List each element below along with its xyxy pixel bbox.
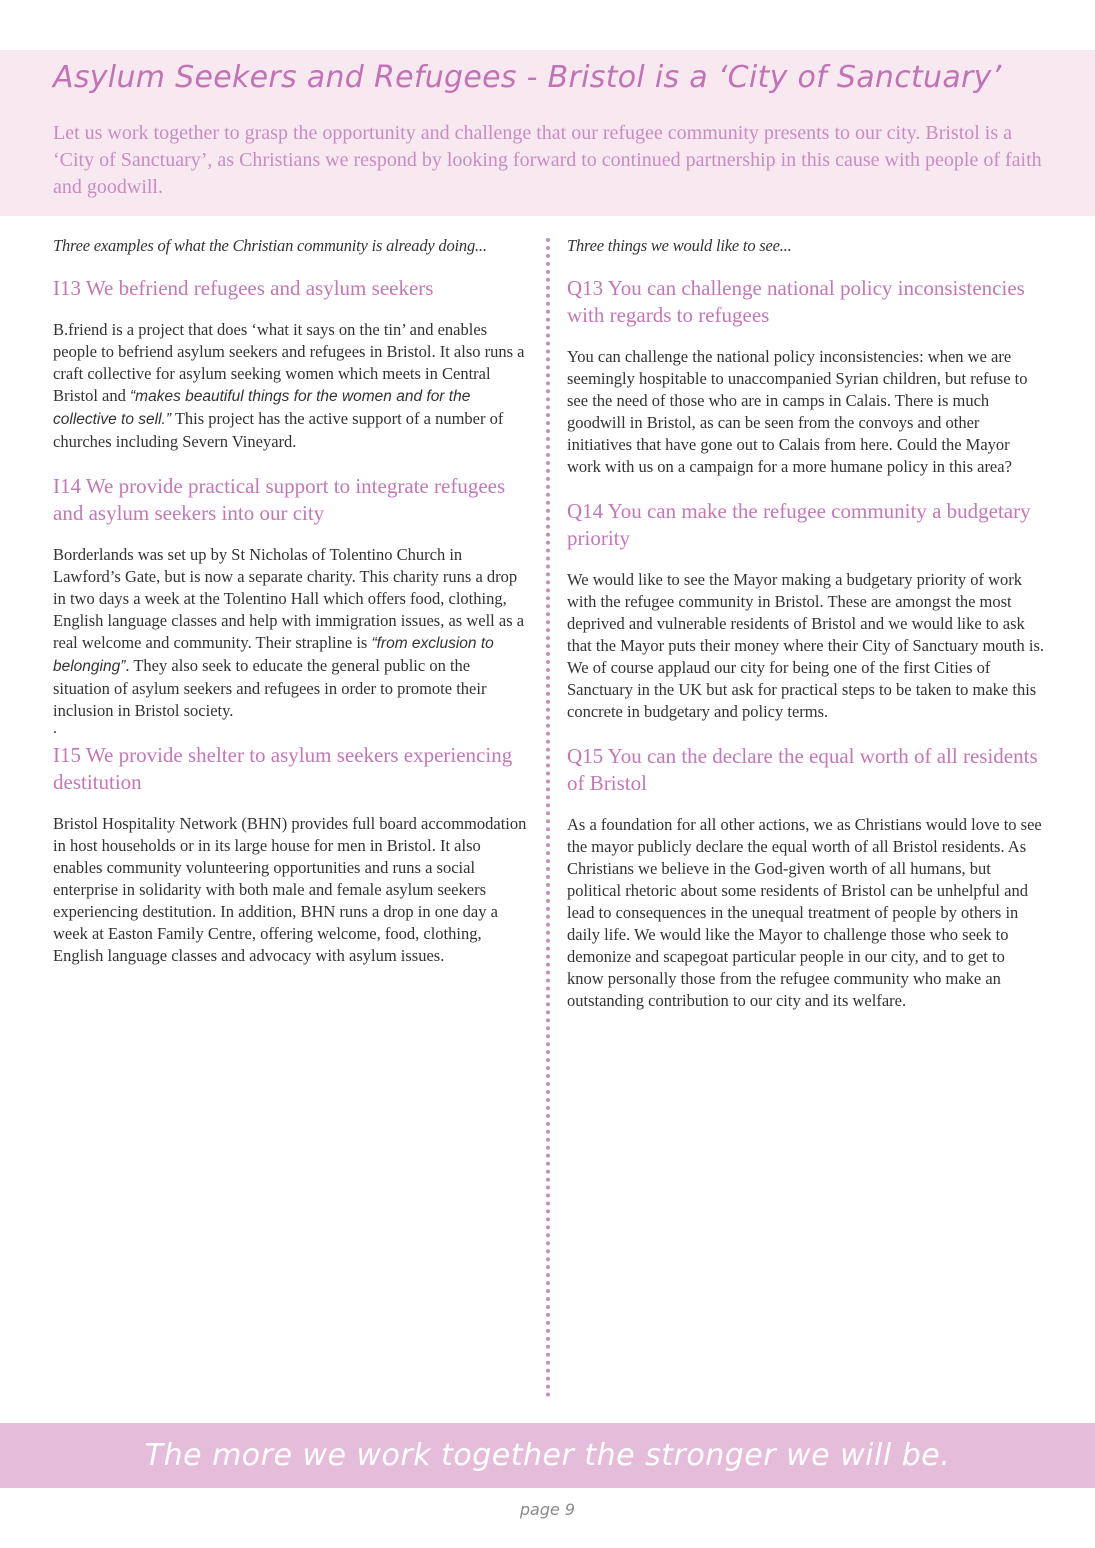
quote-text: “makes beautiful things for the women and for the collective to sell.”	[53, 388, 471, 428]
body-text: Borderlands was set up by St Nicholas of Tolentino Church in Lawford’s Gate, but is now a separate charity. This charity runs a drop in two days a week at the Tolentino Hall which offers food, clothing, English language classes and help with immigration issues, as well as a real welcome and community. Their strapline is	[53, 545, 525, 652]
item-body-i14	[53, 544, 531, 722]
footer-band	[0, 1423, 1095, 1488]
right-column-intro: Three things we would like to see...	[567, 236, 792, 255]
body-text: This project has the active support of a number of churches including Severn Vineyard.	[53, 409, 504, 451]
column-divider	[546, 238, 550, 1398]
item-heading-i13: I13 We befriend refugees and asylum seekers	[53, 276, 434, 300]
item-heading-i15: I15 We provide shelter to asylum seekers experiencing destitution	[53, 743, 513, 794]
footer-slogan: The more we work together the stronger we will be.	[144, 1438, 951, 1473]
item-heading-i14: I14 We provide practical support to integrate refugees and asylum seekers into our city	[53, 474, 506, 525]
page-number: page 9	[519, 1500, 576, 1519]
item-body-q13: You can challenge the national policy inconsistencies: when we are seemingly hospitable to unaccompanied Syrian children, but refuse to see the need of those who are in camps in Calais. There is much goodwill in Bristol, as can be seen from the convoys and other initiatives that have gone out to Calais from here. Could the Mayor work with us on a campaign for a more humane policy in this area?	[567, 347, 1028, 476]
item-heading-q15: Q15 You can the declare the equal worth of all residents of Bristol	[567, 744, 1038, 795]
quote-text: “from exclusion to belonging”	[53, 635, 494, 675]
item-heading-q14: Q14 You can make the refugee community a budgetary priority	[567, 499, 1031, 550]
item-heading-q13: Q13 You can challenge national policy inconsistencies with regards to refugees	[567, 276, 1025, 327]
left-column	[53, 236, 531, 987]
item-body-q14: We would like to see the Mayor making a budgetary priority of work with the refugee community in Bristol. These are amongst the most deprived and vulnerable residents of Bristol and we would like to ask that the Mayor puts their money where their City of Sanctuary mouth is. We of course applaud our city for being one of the first Cities of Sanctuary in the UK but ask for practical steps to be taken to make this concrete in budgetary and policy terms.	[567, 570, 1045, 721]
item-body-i15: Bristol Hospitality Network (BHN) provides full board accommodation in host households or in its large house for men in Bristol. It also enables community volunteering opportunities and runs a social enterprise in solidarity with both male and female asylum seekers experiencing destitution. In addition, BHN runs a drop in one day a week at Easton Family Centre, offering welcome, food, clothing, English language classes and advocacy with asylum issues.	[53, 814, 527, 965]
left-column-intro: Three examples of what the Christian community is already doing...	[53, 236, 487, 255]
body-text: B.friend is a project that does ‘what it says on the tin’ and enables people to befriend asylum seekers and refugees in Bristol. It also runs a craft collective for asylum seeking women which meets in Central Bristol and	[53, 320, 525, 405]
item-body-i13	[53, 319, 531, 453]
item-body-q15: As a foundation for all other actions, we as Christians would love to see the mayor publicly declare the equal worth of all Bristol residents. As Christians we believe in the God-given worth of all humans, but political rhetoric about some residents of Bristol can be unhelpful and lead to consequences in the unequal treatment of people by others in daily life. We would like the Mayor to challenge those who seek to demonize and scapegoat particular people in our city, and to get to know personally those from the refugee community who make an outstanding contribution to our city and its welfare.	[567, 815, 1042, 1010]
right-column	[567, 236, 1045, 1032]
intro-paragraph: Let us work together to grasp the opportunity and challenge that our refugee community presents to our city. Bristol is a ‘City of Sanctuary’, as Christians we respond by looking forward to continued partnership in this cause with people of faith and goodwill.	[53, 122, 1042, 198]
page-title: Asylum Seekers and Refugees - Bristol is a ‘City of Sanctuary’	[53, 60, 1002, 95]
body-text: . They also seek to educate the general public on the situation of asylum seekers and refugees in order to promote their inclusion in Bristol society.	[53, 656, 487, 720]
stray-dot: .	[53, 720, 57, 737]
